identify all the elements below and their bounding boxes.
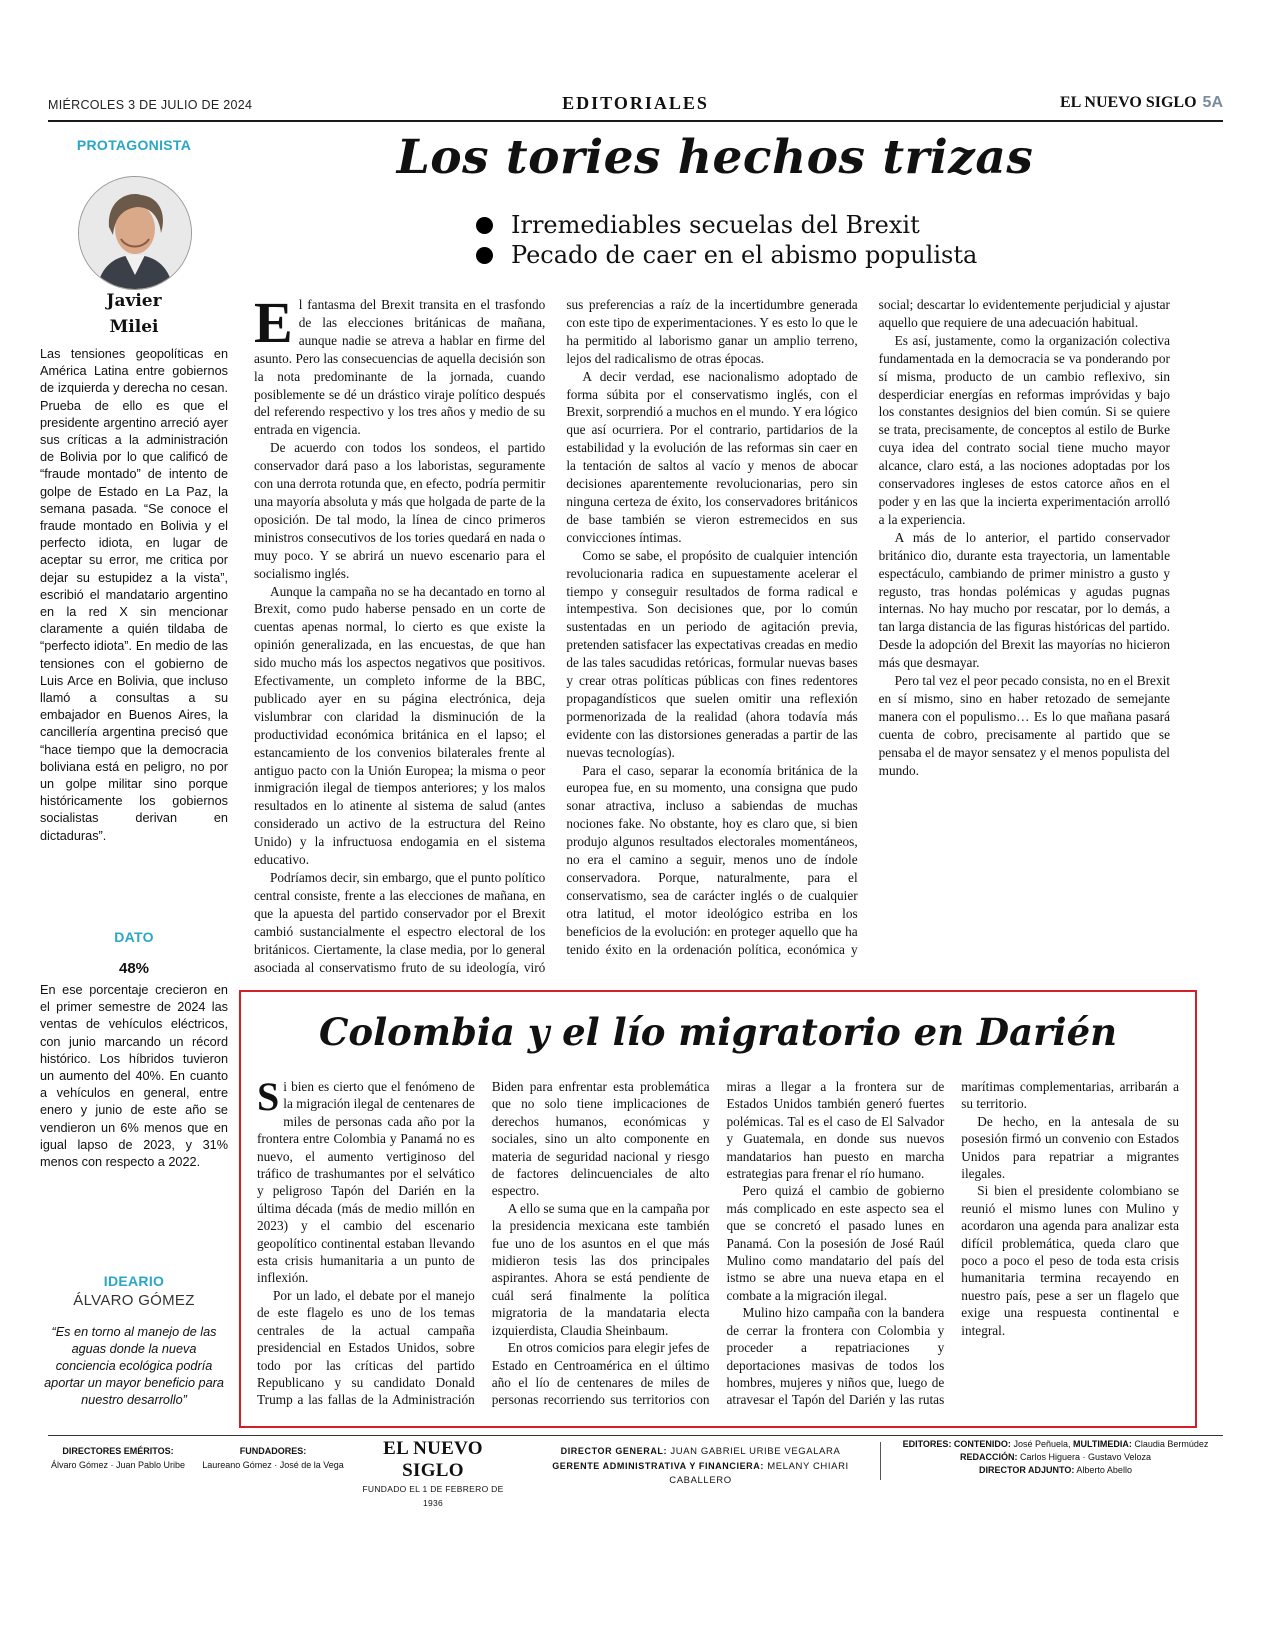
paragraph: Es así, justamente, como la organización colectiva fundamentada en la democracia se va ponderando por sí misma, producto de un cambio reflexivo, sin desperdiciar energías en reformas impróvidas y bajo los constantes designios del bien común. Si se quiere se trata, precisamente, de conceptos al estilo de Burke cuya idea del contrato social tiene mucho mayor alcance, claro está, a las nociones adoptadas por los conservadores ingleses de estos catorce años en el poder y en las que la incierta experimentación arrolló a la experiencia. xyxy=(878,332,1170,527)
ideario-quote: “Es en torno al manejo de las aguas donde la nueva conciencia ecológica podría aportar un mayor beneficio para nuestro desarrollo” xyxy=(44,1325,224,1407)
bullet-icon xyxy=(476,217,493,234)
protagonista-text: Las tensiones geopolíticas en América Latina entre gobiernos de izquierda y derecha no cesan. Prueba de ello es que el presidente argentino arreció ayer sus críticas a la administración de Bolivia por lo que calificó de “fraude montado” de intento de golpe de Estado en La Paz, la semana pasada. “Se conoce el fraude montado en Bolivia y el perfecto idiota, en lugar de aceptar su error, me critica por dejar su estupidez a la vista”, escribió el mandatario argentino en la red X sin mencionar claramente a quién tildaba de “perfecto idiota”. En medio de las tensiones con el gobierno de Luis Arce en Bolivia, que incluso llamó a consultas a su embajador en Buenos Aires, la cancillería argentina precisó que “hace tiempo que la democracia boliviana está en peligro, no por un golpe militar sino porque históricamente los gobiernos socialistas derivan en dictaduras”. xyxy=(40,347,228,843)
paragraph: Por un lado, el debate por el manejo de este flagelo es uno de los temas centrales de la actual campaña presidencial en Estados Unidos, sobre todo por las críticas del partido Republicano y su candidato Donald Trump a las fallas de la Administración Biden para enfrentar esta problemática que no solo tiene implicaciones de derechos humanos, económicas y sociales, sino un alto componente en materia de seguridad nacional y riesgo de factores delincuenciales de alto espectro. xyxy=(257,1079,710,1408)
page-footer xyxy=(48,1435,1223,1508)
protagonista-last-name: Milei xyxy=(109,317,159,337)
editorial-subheads xyxy=(476,210,977,270)
dato-text: En ese porcentaje crecieron en el primer semestre de 2024 las ventas de vehículos eléctricos, con junio marcando un récord histórico. Los híbridos tuvieron un aumento del 40%. En cuanto a vehículos en general, entre enero y junio de este año se vendieron un 6% menos que en igual lapso de 2023, y 31% menos con respecto a 2022. xyxy=(40,983,228,1170)
paragraph: Pero quizá el cambio de gobierno más complicado en este aspecto sea el que se concretó el pasado lunes en Panamá. Con la posesión de José Raúl Mulino como mandatario del país del istmo se abre una nueva etapa en el combate a la migración ilegal. xyxy=(726,1183,945,1303)
drop-cap: E xyxy=(254,290,293,355)
editores: EDITORES: CONTENIDO: José Peñuela, MULTIMEDIA: Claudia Bermúdez REDACCIÓN: Carlos Higuera · Gustavo Veloza DIRECTOR ADJUNTO: Alberto Abello xyxy=(902,1439,1209,1475)
issue-date: MIÉRCOLES 3 DE JULIO DE 2024 xyxy=(48,98,253,112)
paragraph: Mulino hizo campaña con la bandera de cerrar la frontera con Colombia y proceder a repatriaciones y deportaciones masivas de todos los hombres, mujeres y niños que, luego de atravesar el Tapón del Darién y las rutas marítimas complementarias, arribarán a su territorio. xyxy=(726,1079,1179,1408)
footer-brand: EL NUEVO SIGLO xyxy=(383,1438,483,1481)
footer-logo xyxy=(353,1438,513,1510)
paragraph: En otros comicios para elegir jefes de Estado en Centroamérica en el último año el lío de centenares de miles de personas recorriendo sus territorios con miras a llegar a la frontera sur de Estados Unidos también generó fuertes polémicas. Tal es el caso de El Salvador y Guatemala, en donde sus nuevos mandatarios han puesto en marcha estrategias para frenar el río humano. xyxy=(491,1079,945,1408)
boxed-editorial-body xyxy=(257,1074,1179,1414)
dato-value: 48% xyxy=(118,960,150,977)
brand-name: EL NUEVO SIGLO xyxy=(1059,94,1197,111)
paragraph: Si bien el presidente colombiano se reunió el mismo lunes con Mulino y acordaron una agenda para analizar esta difícil problemática, queda claro que poco a poco el peso de toda esta crisis humanitaria termina recayendo en nuestro país, pese a ser un flagelo que exige una respuesta continental e integral. xyxy=(961,1183,1179,1338)
paragraph: Para el caso, separar la economía británica de la europea fue, en su momento, una consigna que pudo sonar atractiva, incluso a sabiendas de muchas nociones fake. No obstante, hoy es claro que, si bien produjo algunos resultados electorales momentáneos, no era el camino a seguir, menos uno de índole conservadora. Porque, naturalmente, para el conservatismo, sea de carácter inglés o de cualquier otra latitud, el motor ideológico estriba en los beneficios de la evolución: en proteger aquello que ha tenido éxito en la ordenación política, económica y social; descartar lo evidentemente perjudicial y ajustar aquello que requiere de una adecuación habitual. xyxy=(566,297,1170,957)
paragraph: Si bien es cierto que el fenómeno de la migración ilegal de centenares de miles de personas cada año por la frontera entre Colombia y Panamá no es nuevo, el aumento vertiginoso del tráfico de trashumantes por el selvático y peligroso Tapón del Darién en la última década (más de medio millón en 2023) y el cambio del escenario geopolítico continental estaban llevando esta crisis humanitaria a un punto de inflexión. xyxy=(257,1074,475,1286)
boxed-editorial-title: Colombia y el lío migratorio en Darién xyxy=(318,1010,1118,1054)
fundadores: FUNDADORES: Laureano Gómez · José de la Vega xyxy=(202,1446,344,1470)
paragraph: A decir verdad, ese nacionalismo adoptado de forma súbita por el conservatismo inglés, con el Brexit, sorprendió a muchos en el mundo. Y era lógico que así ocurriera. Por el contrario, partidarios de la estabilidad y la evolución de las reformas sin caer en la tentación de saltos al vacío y menos de abocar decisiones aparentemente revolucionarias, pero sin ninguna certeza de éxito, los conservadores británicos de base también se vieron estremecidos en sus convicciones íntimas. xyxy=(566,368,858,545)
fundado-date: FUNDADO EL 1 DE FEBRERO DE 1936 xyxy=(362,1484,504,1508)
protagonista-name xyxy=(40,288,228,340)
paragraph: De acuerdo con todos los sondeos, el partido conservador dará paso a los laboristas, seguramente con una derrota rotunda que, en efecto, podría permitir una mayoría absoluta y más que holgada de parte de la oposición. De tal modo, la línea de cinco primeros ministros consecutivos de los tories quedará en nada o muy poco. Y se abrirá un nuevo escenario para el socialismo inglés. xyxy=(254,440,546,581)
protagonista-first-name: Javier xyxy=(106,291,162,311)
paragraph: A más de lo anterior, el partido conservador británico dio, durante esta trayectoria, un lamentable espectáculo, cambiando de primer ministro a gusto y regusto, tras hondas polémicas y agudas pugnas internas. No hay mucho por rescatar, por lo demás, a tan larga distancia de las figuras históricas del partido. Desde la adopción del Brexit las mayorías no hicieron más que desmayar. xyxy=(878,529,1170,671)
avatar xyxy=(78,176,192,290)
section-title: EDITORIALES xyxy=(562,93,709,113)
editorial-body xyxy=(254,290,1170,982)
paragraph: Como se sabe, el propósito de cualquier intención revolucionaria radica en supuestamente acelerar el tiempo y conseguir resultados de forma radical e intempestiva. Son decisiones que, por lo común sustentadas en un periodo de agitación previa, pretenden satisfacer las expectativas creadas en medio de las tales sacudidas retóricas, formular nuevas bases y crear otras políticas públicas con fines redentores propagandísticos que suelen omitir una reflexión pormenorizada de la realidad (ahora todavía más evidente con las distorsiones generadas a partir de las nuevas tecnologías). xyxy=(566,547,858,760)
subhead-item: Irremediables secuelas del Brexit xyxy=(476,210,977,240)
drop-cap: S xyxy=(257,1074,280,1119)
subhead-item: Pecado de caer en el abismo populista xyxy=(476,240,977,270)
paragraph: A ello se suma que en la campaña por la presidencia mexicana este también fue uno de los asuntos en el que más midieron tesis las dos principales aspirantes. Ahora se está pendiente de cuál será finalmente la política migratoria de la mandataria electa izquierdista, Claudia Sheinbaum. xyxy=(491,1200,710,1338)
editorial-title: Los tories hechos trizas xyxy=(396,130,1034,185)
paragraph: Pero tal vez el peor pecado consista, no en el Brexit en sí mismo, sino en haber retozado de semejante manera con el populismo… Es lo que mañana pasará cuenta de cobro, precisamente al partido que se pensaba el de mayor sensatez y el menos populista del mundo. xyxy=(878,673,1170,778)
ideario-author: ÁLVARO GÓMEZ xyxy=(73,1292,195,1309)
page-header xyxy=(48,92,1223,122)
ideario-label: IDEARIO xyxy=(103,1273,165,1289)
portrait-photo-icon xyxy=(79,177,191,289)
paragraph: De hecho, en la antesala de su posesión firmó un convenio con Estados Unidos para repatriar a migrantes ilegales. xyxy=(961,1113,1179,1182)
masthead-brand xyxy=(1060,94,1223,112)
dato-label: DATO xyxy=(114,929,154,945)
protagonista-label: PROTAGONISTA xyxy=(76,137,192,153)
page-number: 5A xyxy=(1202,94,1223,111)
paragraph: Podríamos decir, sin embargo, que el punto político central consiste, frente a las elecciones de mañana, en que la apuesta del partido conservador por el Brexit cambió sustancialmente el espectro electoral de los británicos. Ciertamente, la clase media, por lo general asociada al conservatismo fruto de su ideología, viró sus preferencias a raíz de la incertidumbre generada con este tipo de experimentaciones. Y es esto lo que le ha permitido al laborismo ganar un amplio terreno, lejos del radicalismo de otras épocas. xyxy=(254,297,858,975)
boxed-editorial xyxy=(239,990,1197,1428)
paragraph: Aunque la campaña no se ha decantado en torno al Brexit, como pudo haberse pensado en un corte de cuentas apenas normal, lo cierto es que existe la opinión generalizada, en las encuestas, de que han sido mucho más los aspectos negativos que positivos. Efectivamente, un completo informe de la BBC, publicado ayer en su página electrónica, deja vislumbrar con claridad la disminución de la productividad económica británica en el lapso; el estancamiento de los convenios bilaterales frente al antiguo pacto con la Unión Europea; la misma o peor inmigración ilegal de tiempos anteriores; y los malos resultados en lo atinente al sistema de salud (antes considerado un activo de la estructura del Reino Unido) y la infructuosa endogamia en el sistema educativo. xyxy=(254,583,546,868)
directores-emeritos: DIRECTORES EMÉRITOS: Álvaro Gómez · Juan Pablo Uribe xyxy=(50,1446,186,1470)
bullet-icon xyxy=(476,247,493,264)
direccion: DIRECTOR GENERAL: JUAN GABRIEL URIBE VEGALARA GERENTE ADMINISTRATIVA Y FINANCIERA: MELANY CHIARI CABALLERO xyxy=(552,1446,849,1486)
footer-divider xyxy=(880,1442,881,1480)
paragraph: El fantasma del Brexit transita en el trasfondo de las elecciones británicas de mañana, aunque nadie se atreva a hablar en firme del asunto. Pero las consecuencias de aquella decisión son la nota predominante de la jornada, cuando posiblemente se dé un drástico viraje político después del referendo respectivo y los tres años y medio de su entrada en vigencia. xyxy=(254,290,546,438)
